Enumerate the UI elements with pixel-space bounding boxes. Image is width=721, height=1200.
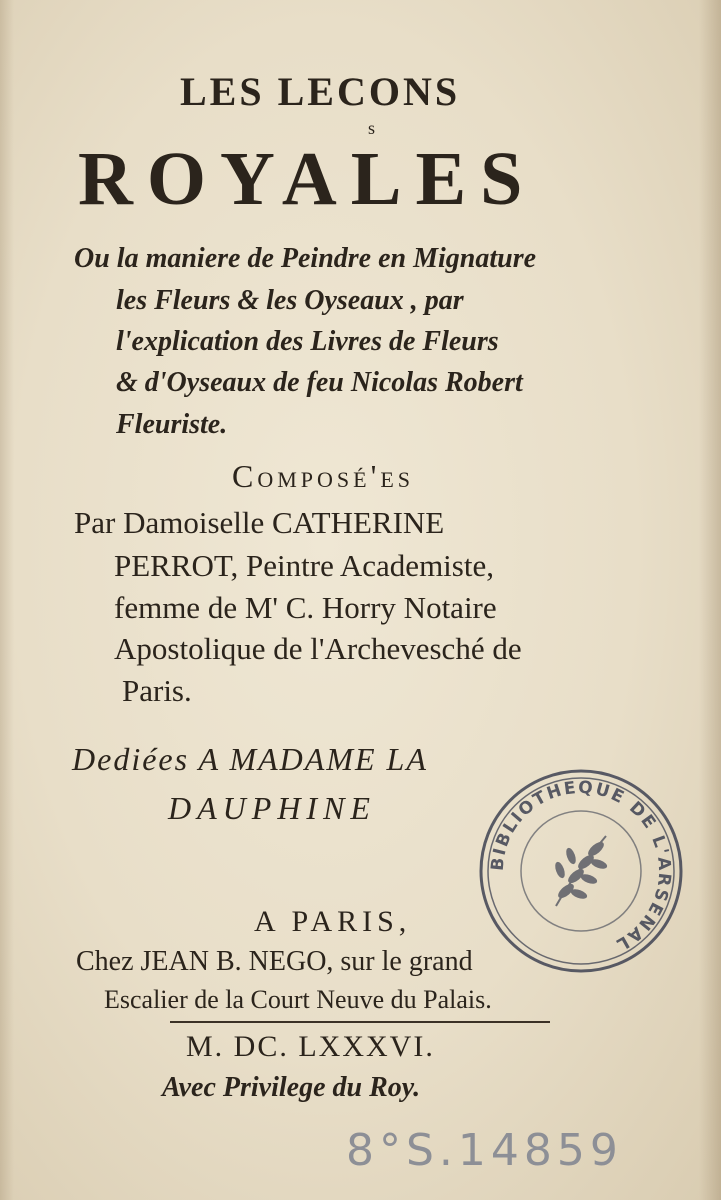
author-line-4: Apostolique de l'Archevesché de bbox=[114, 631, 522, 666]
author-line-5: Paris. bbox=[122, 673, 192, 708]
imprint-address: Escalier de la Court Neuve du Palais. bbox=[104, 985, 492, 1014]
subtitle-line-2: les Fleurs & les Oyseaux , par bbox=[116, 285, 464, 316]
author-line-1: Par Damoiselle CATHERINE bbox=[74, 505, 445, 540]
stamp-text: BIBLIOTHEQUE DE L'ARSENAL bbox=[487, 777, 675, 956]
subtitle-line-3: l'explication des Livres de Fleurs bbox=[116, 326, 499, 357]
title-ornament: s bbox=[368, 118, 376, 138]
subtitle-line-5: Fleuriste. bbox=[116, 409, 228, 440]
shelfmark: 8°S.14859 bbox=[346, 1125, 623, 1176]
library-stamp bbox=[476, 766, 686, 976]
subtitle-line-1: Ou la maniere de Peindre en Mignature bbox=[74, 243, 537, 274]
imprint-date: M. DC. LXXXVI. bbox=[186, 1030, 435, 1063]
dedication-line-2: DAUPHINE bbox=[168, 790, 376, 826]
title-line-1: LES LECONS bbox=[180, 69, 461, 114]
composees-heading: Composé'es bbox=[232, 458, 415, 494]
imprint-publisher: Chez JEAN B. NEGO, sur le grand bbox=[76, 946, 473, 977]
imprint-privilege: Avec Privilege du Roy. bbox=[162, 1072, 421, 1103]
imprint-rule bbox=[170, 1021, 550, 1023]
page-edge-shadow-right bbox=[699, 0, 721, 1200]
author-line-3: femme de M' C. Horry Notaire bbox=[114, 590, 497, 625]
author-line-2: PERROT, Peintre Academiste, bbox=[114, 548, 494, 583]
page-edge-shadow-left bbox=[0, 0, 14, 1200]
subtitle-line-4: & d'Oyseaux de feu Nicolas Robert bbox=[116, 367, 523, 398]
imprint-place: A PARIS, bbox=[254, 905, 412, 938]
laurel-icon bbox=[554, 836, 608, 906]
title-line-2: ROYALES bbox=[78, 137, 537, 221]
dedication-line-1: Dediées A MADAME LA bbox=[72, 741, 428, 777]
